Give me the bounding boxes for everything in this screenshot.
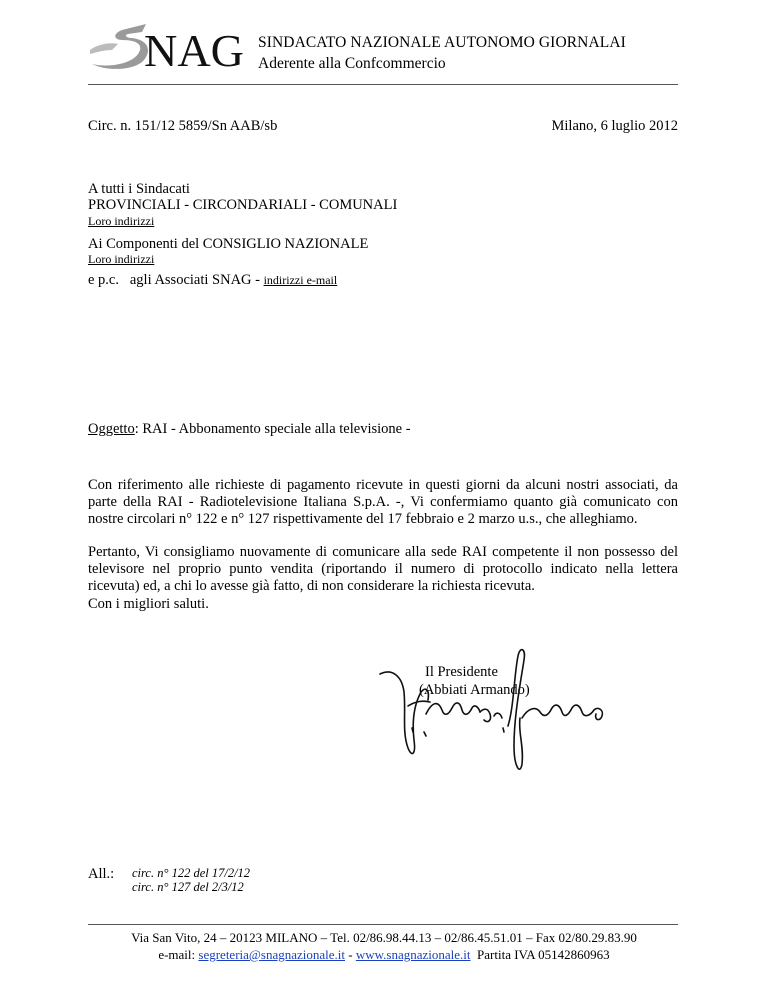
svg-text:NAG: NAG <box>144 25 244 72</box>
website-link[interactable]: www.snagnazionale.it <box>355 947 471 962</box>
email-label: e-mail: <box>158 947 199 962</box>
recipient-line: PROVINCIALI - CIRCONDARIALI - COMUNALI <box>88 197 398 213</box>
handwritten-signature <box>368 636 638 781</box>
subject-text: : RAI - Abbonamento speciale alla televisione - <box>134 421 411 437</box>
snag-logo-mark <box>88 20 248 72</box>
place-date: Milano, 6 luglio 2012 <box>551 118 678 134</box>
closing-salutation: Con i migliori saluti. <box>88 596 209 612</box>
footer-contacts <box>0 947 768 963</box>
signatory-role: Il Presidente <box>425 664 498 680</box>
recipient-line: Ai Componenti del CONSIGLIO NAZIONALE <box>88 236 369 252</box>
email-link[interactable]: segreteria@snagnazionale.it <box>198 947 345 962</box>
vat-number: Partita IVA 05142860963 <box>470 947 610 962</box>
subject-line <box>88 421 411 438</box>
circular-number: Circ. n. 151/12 5859/Sn AAB/sb <box>88 118 278 134</box>
snag-logo <box>88 20 248 72</box>
org-affiliation: Aderente alla Confcommercio <box>258 55 446 72</box>
attachment-item: circ. n° 127 del 2/3/12 <box>132 880 244 894</box>
cc-email-note: indirizzi e-mail <box>263 273 338 287</box>
org-name: SINDACATO NAZIONALE AUTONOMO GIORNALAI <box>258 34 626 51</box>
attachments-label: All.: <box>88 866 115 882</box>
attachment-item: circ. n° 122 del 17/2/12 <box>132 866 251 880</box>
footer-divider <box>88 924 678 925</box>
cc-prefix: e p.c. agli Associati SNAG - <box>88 272 264 288</box>
footer-address: Via San Vito, 24 – 20123 MILANO – Tel. 02/86.98.44.13 – 02/86.45.51.01 – Fax 02/80.29.83.90 <box>131 930 637 945</box>
subject-label: Oggetto <box>88 421 135 437</box>
body-paragraph: Pertanto, Vi consigliamo nuovamente di comunicare alla sede RAI competente il non possesso del televisore nel proprio punto vendita (riportando il numero di protocollo indicato nella lettera ricevuta) ed, a chi lo avesse già fatto, di non considerare la richiesta ricevuta. <box>88 544 678 594</box>
footer-separator: - <box>345 947 356 962</box>
recipient-address-note: Loro indirizzi <box>88 252 155 266</box>
recipient-address-note: Loro indirizzi <box>88 214 155 228</box>
header-divider <box>88 84 678 85</box>
cc-line <box>88 272 337 289</box>
recipient-line: A tutti i Sindacati <box>88 181 190 197</box>
signatory-name: (Abbiati Armando) <box>419 682 530 698</box>
body-paragraph: Con riferimento alle richieste di pagamento ricevute in questi giorni da alcuni nostri associati, da parte della RAI - Radiotelevisione Italiana S.p.A. -, Vi confermiamo quanto già comunicato con nostre circolari n° 122 e n° 127 rispettivamente del 17 febbraio e 2 marzo u.s., che alleghiamo. <box>88 477 678 527</box>
